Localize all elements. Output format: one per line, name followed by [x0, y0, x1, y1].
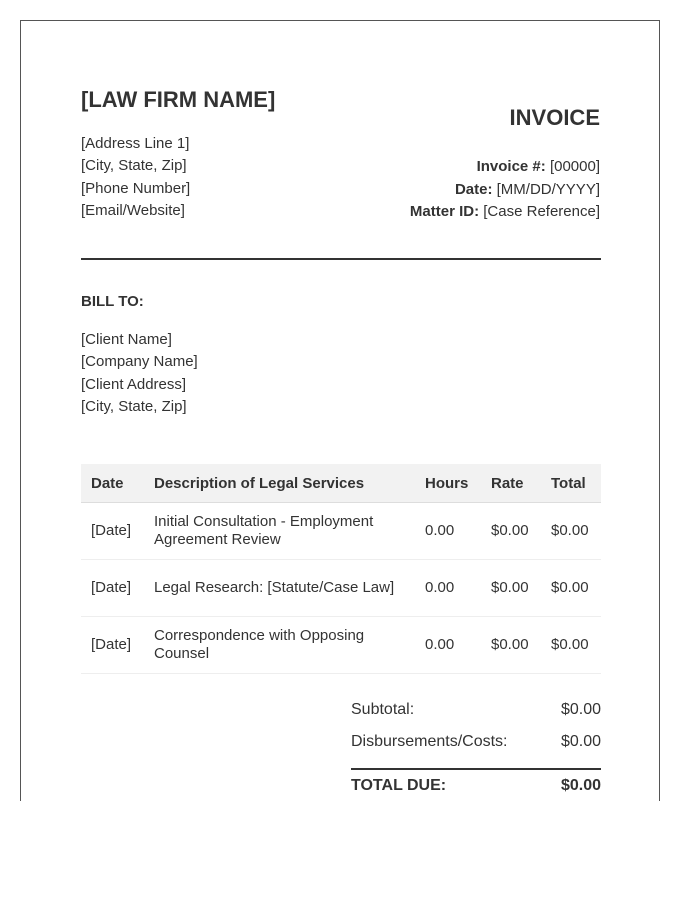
disbursements-row [351, 733, 601, 751]
table-row [81, 503, 601, 560]
client-address: [Client Address] [81, 375, 187, 393]
client-name: [Client Name] [81, 331, 172, 348]
invoice-date-row [410, 179, 600, 202]
invoice-number-label: Invoice #: [476, 158, 546, 175]
row-rate: $0.00 [481, 617, 541, 674]
firm-contact-block [81, 133, 190, 222]
row-hours: 0.00 [415, 503, 481, 560]
header-divider [81, 258, 601, 260]
matter-id-value: [Case Reference] [483, 203, 600, 220]
invoice-page [20, 20, 660, 801]
disbursements-value: $0.00 [560, 733, 601, 750]
table-row [81, 560, 601, 617]
firm-phone: [Phone Number] [81, 179, 191, 197]
row-date: [Date] [81, 503, 144, 560]
firm-email: [Email/Website] [81, 201, 185, 219]
subtotal-row [351, 701, 601, 719]
row-total: $0.00 [541, 617, 601, 674]
company-name: [Company Name] [81, 353, 198, 371]
invoice-title: INVOICE [509, 105, 600, 130]
invoice-number-value: [00000] [549, 158, 600, 175]
subtotal-value: $0.00 [560, 701, 601, 718]
table-header-row [81, 464, 601, 503]
row-hours: 0.00 [415, 617, 481, 674]
matter-id-row [410, 201, 600, 224]
row-description: Correspondence with Opposing Counsel [144, 617, 415, 674]
invoice-date-label: Date: [454, 180, 493, 198]
header-rate: Rate [481, 464, 541, 503]
total-due-label: TOTAL DUE: [351, 777, 447, 794]
row-rate: $0.00 [481, 503, 541, 560]
bill-to-block [81, 329, 198, 418]
firm-city-state-zip: [City, State, Zip] [81, 157, 187, 175]
row-description: Initial Consultation - Employment Agreement Review [144, 503, 415, 560]
firm-address-line: [Address Line 1] [81, 135, 190, 152]
header-description: Description of Legal Services [144, 464, 415, 503]
subtotal-label: Subtotal: [351, 701, 415, 718]
firm-name: [LAW FIRM NAME] [81, 87, 276, 112]
total-due-value: $0.00 [560, 777, 601, 794]
row-date: [Date] [81, 560, 144, 617]
table-row [81, 617, 601, 674]
disbursements-label: Disbursements/Costs: [351, 733, 508, 750]
row-total: $0.00 [541, 560, 601, 617]
header-total: Total [541, 464, 601, 503]
invoice-date-value: [MM/DD/YYYY] [496, 180, 600, 198]
invoice-meta [410, 156, 600, 224]
total-divider [351, 768, 601, 770]
client-city-state-zip: [City, State, Zip] [81, 397, 187, 415]
matter-id-label: Matter ID: [409, 203, 480, 220]
total-due-row [351, 777, 601, 795]
row-description: Legal Research: [Statute/Case Law] [144, 560, 415, 617]
row-hours: 0.00 [415, 560, 481, 617]
row-total: $0.00 [541, 503, 601, 560]
header-date: Date [81, 464, 144, 503]
invoice-number-row [410, 156, 600, 179]
row-rate: $0.00 [481, 560, 541, 617]
services-table [81, 464, 601, 674]
bill-to-heading: BILL TO: [81, 293, 144, 310]
header-hours: Hours [415, 464, 481, 503]
row-date: [Date] [81, 617, 144, 674]
